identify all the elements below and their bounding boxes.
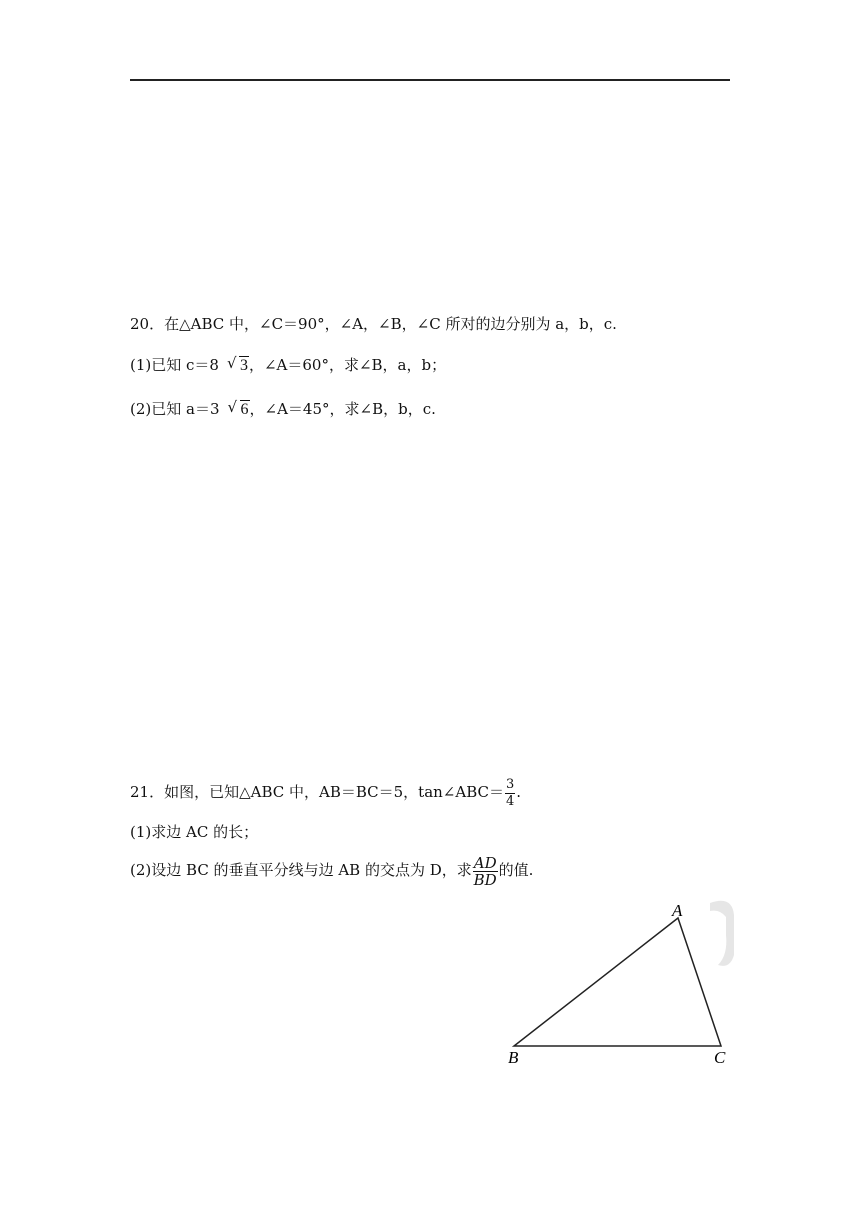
fraction-ad-bd bbox=[473, 855, 498, 888]
fraction-numerator: 3 bbox=[506, 776, 515, 792]
radical-sign: √ bbox=[226, 354, 237, 372]
q21-part1 bbox=[130, 822, 258, 842]
fraction-numerator: AD bbox=[473, 853, 497, 872]
vertex-label-c: C bbox=[714, 1048, 726, 1067]
q20-stem-text: 20．在△ABC 中，∠C＝90°，∠A，∠B，∠C 所对的边分别为 a，b，c. bbox=[130, 315, 617, 333]
q20-part2 bbox=[130, 399, 436, 420]
q21-part2 bbox=[130, 852, 533, 888]
radical-sign: √ bbox=[227, 398, 238, 416]
q20-stem bbox=[130, 314, 617, 334]
q20-p1-rest: ，∠A＝60°，求∠B，a，b； bbox=[248, 356, 447, 374]
radicand: 6 bbox=[240, 401, 249, 418]
sqrt-expression bbox=[227, 355, 249, 376]
q21-p1-text: (1)求边 AC 的长； bbox=[130, 823, 259, 841]
vertex-label-a: A bbox=[672, 901, 683, 920]
triangle-figure bbox=[500, 895, 740, 1075]
q20-part1 bbox=[130, 355, 446, 376]
q20-p2-rest: ，∠A＝45°，求∠B，b，c. bbox=[249, 400, 436, 418]
q21-stem-period: . bbox=[516, 783, 522, 801]
q20-p1-text: (1)已知 c＝8 bbox=[130, 356, 219, 374]
vertex-label-b: B bbox=[508, 1048, 519, 1067]
fraction-denominator: BD bbox=[473, 870, 497, 889]
fraction-denominator: 4 bbox=[506, 793, 515, 809]
q20-p2-text: (2)已知 a＝3 bbox=[130, 400, 220, 418]
q21-p2-text: (2)设边 BC 的垂直平分线与边 AB 的交点为 D，求 bbox=[130, 861, 472, 879]
fraction-3-4 bbox=[505, 777, 515, 810]
q21-stem bbox=[130, 774, 521, 810]
radicand: 3 bbox=[239, 357, 248, 374]
sqrt-expression bbox=[228, 399, 250, 420]
triangle-abc bbox=[514, 918, 721, 1046]
q21-p2-rest: 的值. bbox=[498, 861, 534, 879]
q21-stem-text: 21．如图，已知△ABC 中，AB＝BC＝5，tan∠ABC＝ bbox=[130, 783, 504, 801]
header-rule bbox=[130, 79, 730, 81]
